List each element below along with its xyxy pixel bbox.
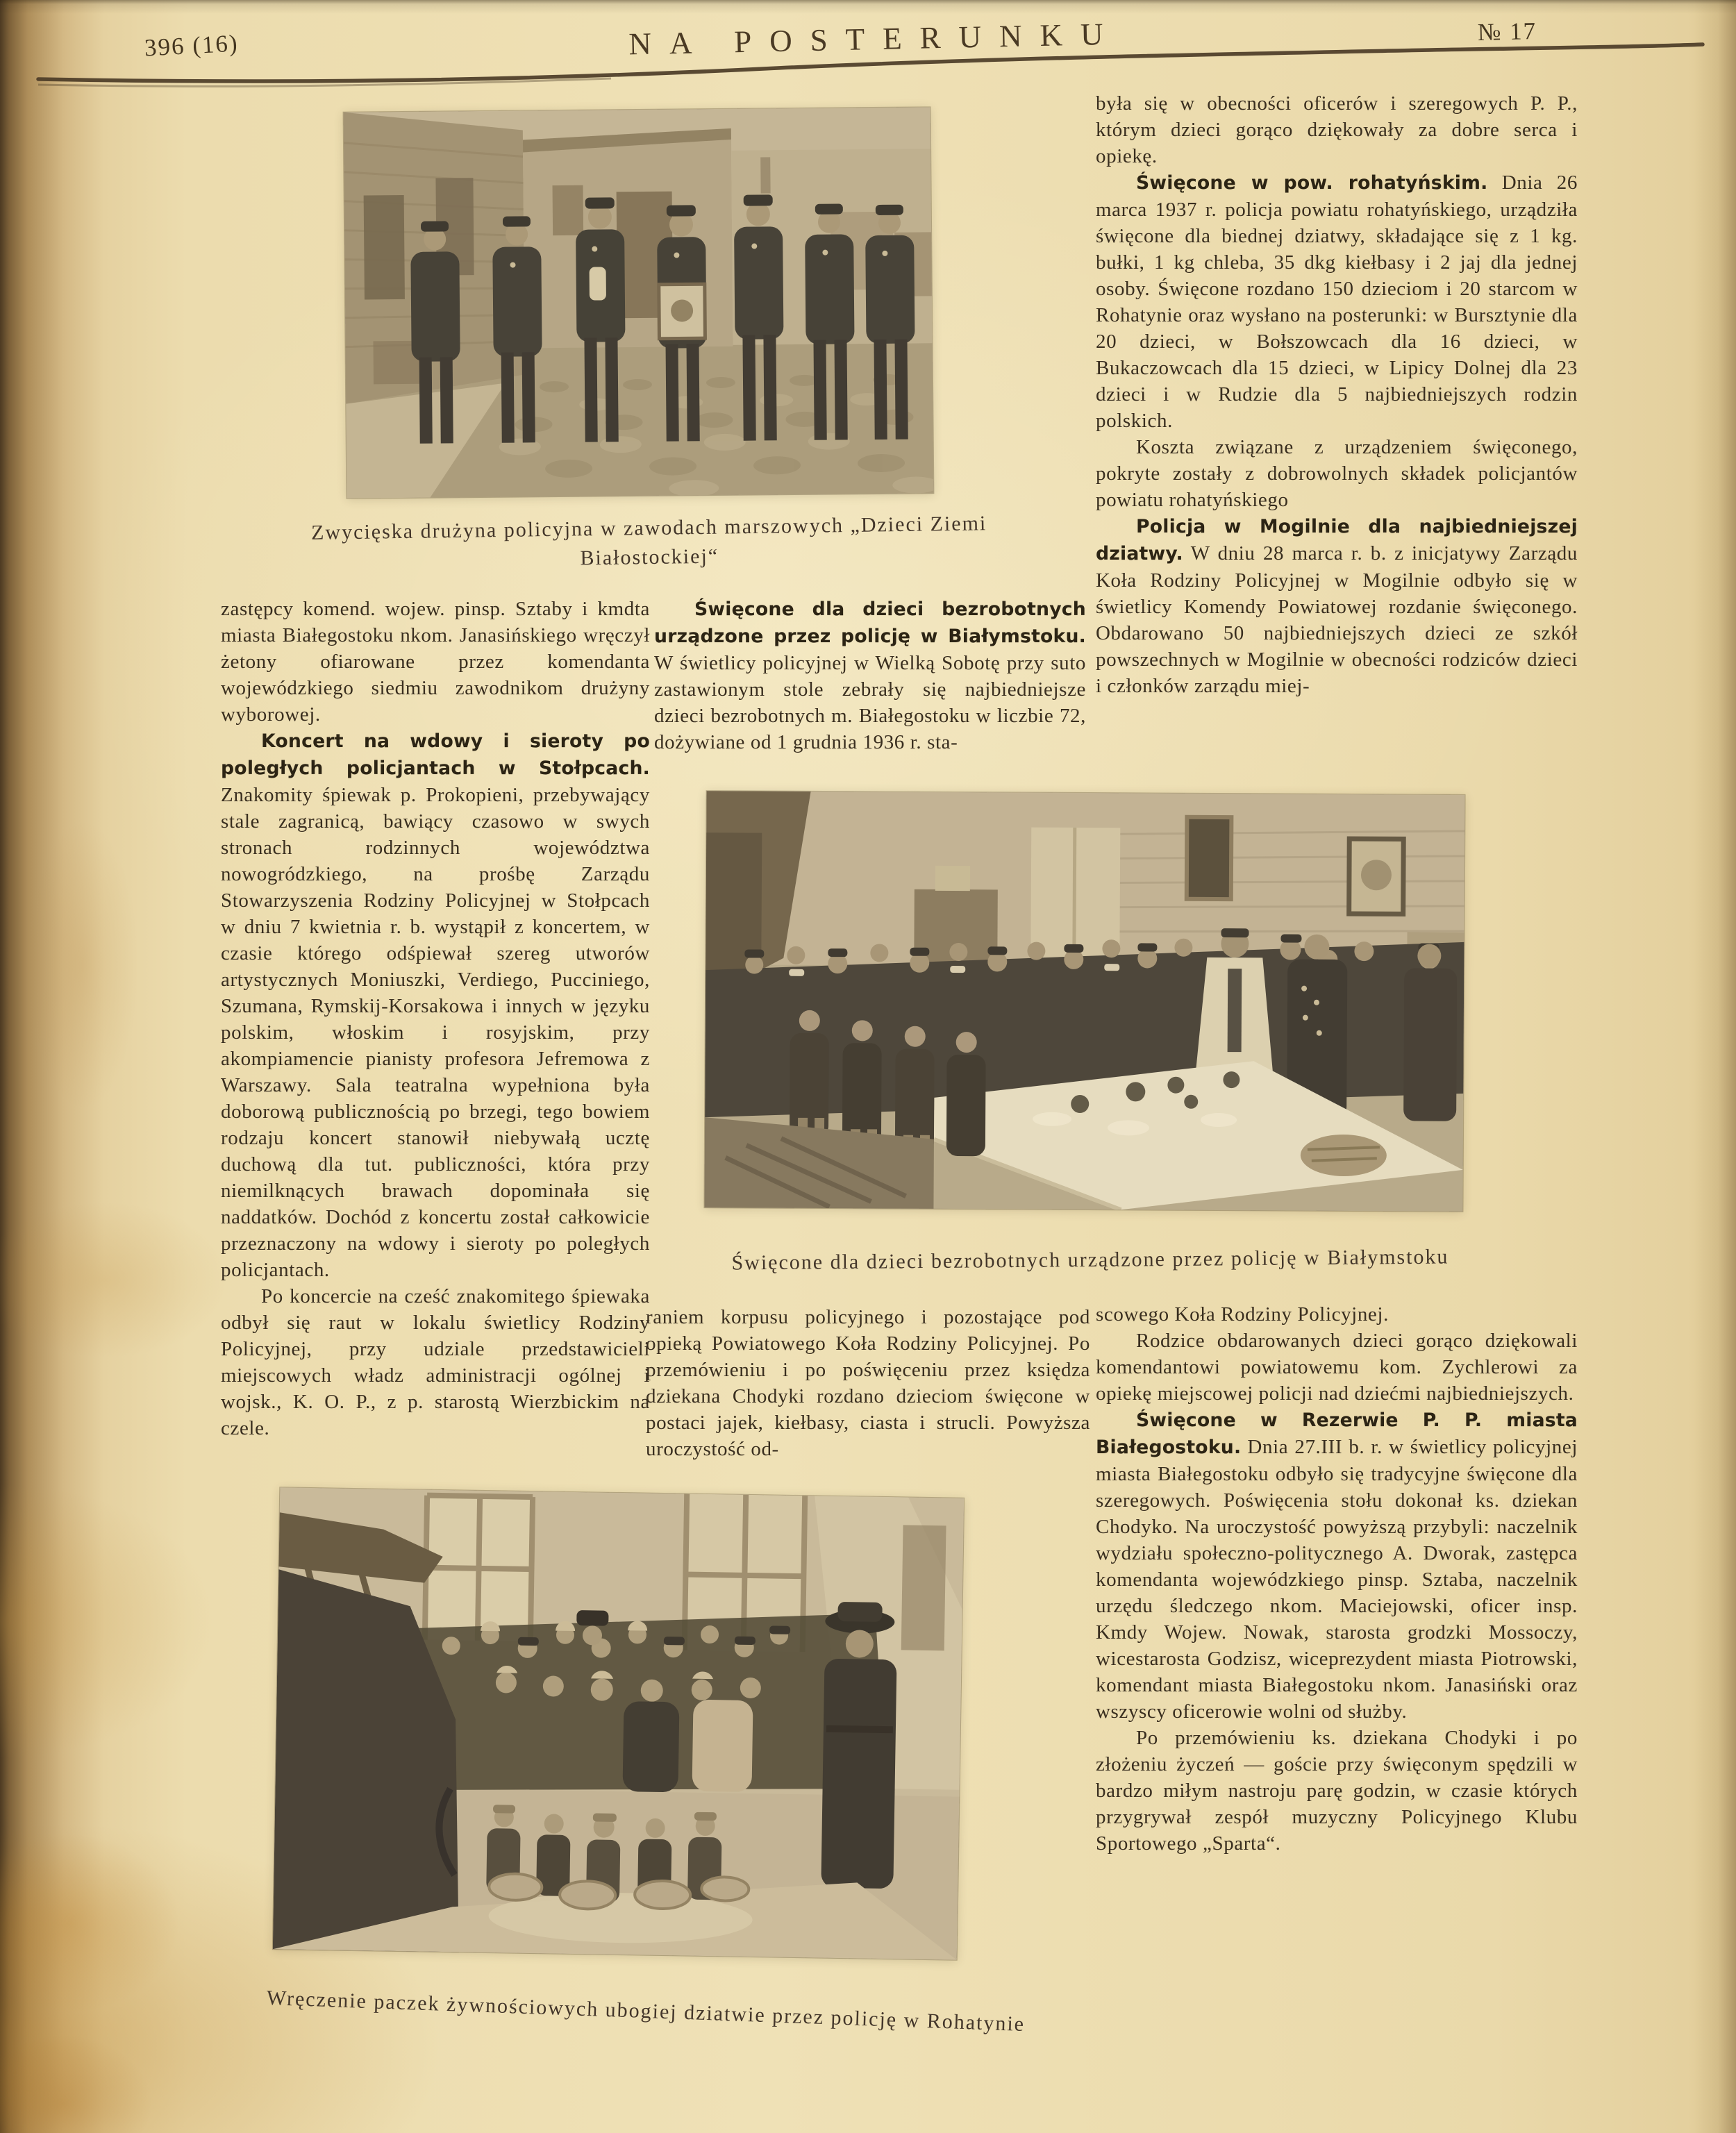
paragraph: Święcone dla dzieci bezrobotnych urządzone przez policję w Białymstoku. W świetlicy policyjnej w Wielką Sobotę przy suto zastawionym stole zebrały się najbiedniejsze dzieci bezrobotnych m. Białegostoku w liczbie 72, dożywiane od 1 grudnia 1936 r. sta- bbox=[654, 599, 1086, 753]
column-left bbox=[221, 596, 650, 1476]
article-heading-koncert-stolpce: Koncert na wdowy i sieroty po poległych policjantach w Stołpcach. bbox=[221, 730, 650, 779]
photo1-illustration bbox=[344, 107, 934, 498]
paragraph: Rodzice obdarowanych dzieci gorąco dziękowali komendantowi powiatowemu kom. Zychlerowi za opiekę miejscowej policji nad dziećmi najbiedniejszych. bbox=[1096, 1330, 1578, 1405]
photo2-caption: Święcone dla dzieci bezrobotnych urządzone przez policję w Białymstoku bbox=[731, 1245, 1449, 1275]
paragraph: zastępcy komend. wojew. pinsp. Sztaby i kmdta miasta Białegostoku nkom. Janasińskiego wręczył żetony ofiarowane przez komendanta wojewódzkiego siedmiu zawodnikom drużyny wyborowej. bbox=[221, 598, 650, 726]
paragraph: scowego Koła Rodziny Policyjnej. bbox=[1096, 1303, 1389, 1325]
photo1-caption bbox=[249, 508, 1049, 578]
paragraph: Policja w Mogilnie dla najbiedniejszej dziatwy. W dniu 28 marca r. b. z inicjatywy Zarządu Koła Rodziny Policyjnej w Mogilnie odbyło się w świetlicy Komendy Powiatowej rozdanie święconego. Obdarowano 50 najbiedniejszych dzieci ze szkół powszechnych w Mogilnie w obecności rodziców dzieci i członków zarządu miej- bbox=[1096, 516, 1578, 697]
paragraph: Święcone w pow. rohatyńskim. Dnia 26 marca 1937 r. policja powiatu rohatyńskiego, urządziła święcone dla biednej dziatwy, składające się z 1 kg. bułki, 1 kg chleba, 35 dkg kiełbasy i 2 jaj dla jednej osoby. Święcone rozdano 150 dzieciom i 20 starcom w Rohatynie oraz wysłano na posterunki: w Bursztynie dla 20 dzieci, w Bołszowcach dla 16 dzieci, w Bukaczowcach dla 15 dzieci, w Lipicy Dolnej dla 23 dzieci i w Rudzie dla 5 najbiedniejszych rodzin polskich. bbox=[1096, 172, 1578, 432]
column-middle-top bbox=[654, 596, 1086, 779]
paragraph: Koncert na wdowy i sieroty po poległych policjantach w Stołpcach. Znakomity śpiewak p. Prokopieni, przebywający stale zagranicą, bawiący czasowo w swych stronach rodzinnych województwa nowogródzkiego, na prośbę Zarządu Stowarzyszenia Rodziny Policyjnej w Stołpcach w dniu 7 kwietnia r. b. wystąpił z koncertem, w czasie którego odśpiewał szereg utworów artystycznych Moniuszki, Verdiego, Pucciniego, Szumana, Rymskij-Korsakowa i innych w języku polskim, włoskim i rosyjskim, przy akompiamencie pianisty profesora Jefremowa z Warszawy. Sala teatralna wypełniona była doborową publicznością po brzegi, tego bowiem rodzaju koncert stanowił niebywałą ucztę duchową dla tut. publiczności, która przy niemilknących brawach dopominała się naddatków. Dochód z koncertu został całkowicie przeznaczony na wdowy i sieroty po poległych policjantach. bbox=[221, 730, 650, 1281]
issue-number: № 17 bbox=[1477, 17, 1537, 47]
paragraph: była się w obecności oficerów i szeregowych P. P., którym dzieci gorąco dziękowały za dobre serca i opiekę. bbox=[1096, 92, 1578, 167]
article-heading-swiecone-rohatynskim: Święcone w pow. rohatyńskim. bbox=[1136, 172, 1488, 194]
photo3-illustration bbox=[273, 1487, 964, 1959]
photo1-caption-line1: Zwycięska drużyna policyjna w zawodach marszowych „Dzieci Ziemi bbox=[310, 512, 987, 544]
paragraph: Po przemówieniu ks. dziekana Chodyki i po złożeniu życzeń — goście przy święconym spędzili w bardzo miłym nastroju parę godzin, w czasie których przygrywał zespół muzyczny Policyjnego Klubu Sportowego „Sparta“. bbox=[1096, 1727, 1578, 1855]
article-heading-policja-mogilno: Policja w Mogilnie dla najbiedniejszej dziatwy. bbox=[1096, 516, 1578, 564]
photo2-illustration bbox=[704, 791, 1464, 1212]
paragraph: raniem korpusu policyjnego i pozostające pod opieką Powiatowego Koła Rodziny Policyjnej. Po przemówieniu i po poświęceniu przez księdza dziekana Chodyki rozdano dzieciom święcone w postaci jajek, kiełbasy, ciasta i strucli. Powyższa uroczystość od- bbox=[646, 1306, 1090, 1460]
paragraph: Koszta związane z urządzeniem święconego, pokryte zostały z dobrowolnych składek policjantów powiatu rohatyńskiego bbox=[1096, 436, 1578, 511]
masthead-title: NA POSTERUNKU bbox=[628, 16, 1122, 62]
article-heading-swiecone-bialystok: Święcone dla dzieci bezrobotnych urządzone przez policję w Białymstoku. bbox=[654, 599, 1086, 647]
photo-winning-police-team bbox=[344, 107, 934, 498]
column-middle-bottom bbox=[646, 1304, 1090, 1501]
photo3-caption: Wręczenie paczek żywnościowych ubogiej dziatwie przez policję w Rohatynie bbox=[266, 1986, 1026, 2036]
paragraph: Święcone w Rezerwie P. P. miasta Białegostoku. Dnia 27.III b. r. w świetlicy policyjnej miasta Białegostoku odbyło się tradycyjne święcone dla szeregowych. Poświęcenia stołu dokonał ks. dziekan Chodyko. Na uroczystość powyższą przybyli: naczelnik wydziału społeczno-politycznego A. Dworak, zastępca komendanta wojewódzkiego pinsp. Sztaba, naczelnik urzędu śledczego nkom. Maciejowski, oficer insp. Kmdy Wojew. Nowak, starosta grodzki Mossoczy, wicestarosta Godzisz, wiceprezydent miasta Piotrowski, komendant miasta Białegostoku nkom. Janasiński oraz wszyscy oficerowie wolni od służby. bbox=[1096, 1410, 1578, 1723]
paper-stain bbox=[28, 819, 139, 1111]
paper-stain bbox=[0, 2034, 153, 2133]
page-number: 396 (16) bbox=[144, 29, 240, 62]
column-right-top bbox=[1096, 90, 1578, 790]
photo-swiecone-table-bialystok bbox=[704, 791, 1464, 1212]
photo1-caption-line2: Białostockiej“ bbox=[580, 544, 719, 570]
paragraph: Po koncercie na cześć znakomitego śpiewaka odbył się raut w lokalu świetlicy Rodziny Policyjnej, przy udziale przedstawicieli miejscowych władz administracji ogólnej i wojsk., K. O. P., z p. starostą Wierzbickim na czele. bbox=[221, 1285, 650, 1439]
photo-food-parcels-rohatyn bbox=[273, 1487, 964, 1959]
article-heading-swiecone-rezerwa: Święcone w Rezerwie P. P. miasta Białegostoku. bbox=[1096, 1410, 1578, 1458]
column-right-bottom bbox=[1096, 1301, 1578, 2121]
